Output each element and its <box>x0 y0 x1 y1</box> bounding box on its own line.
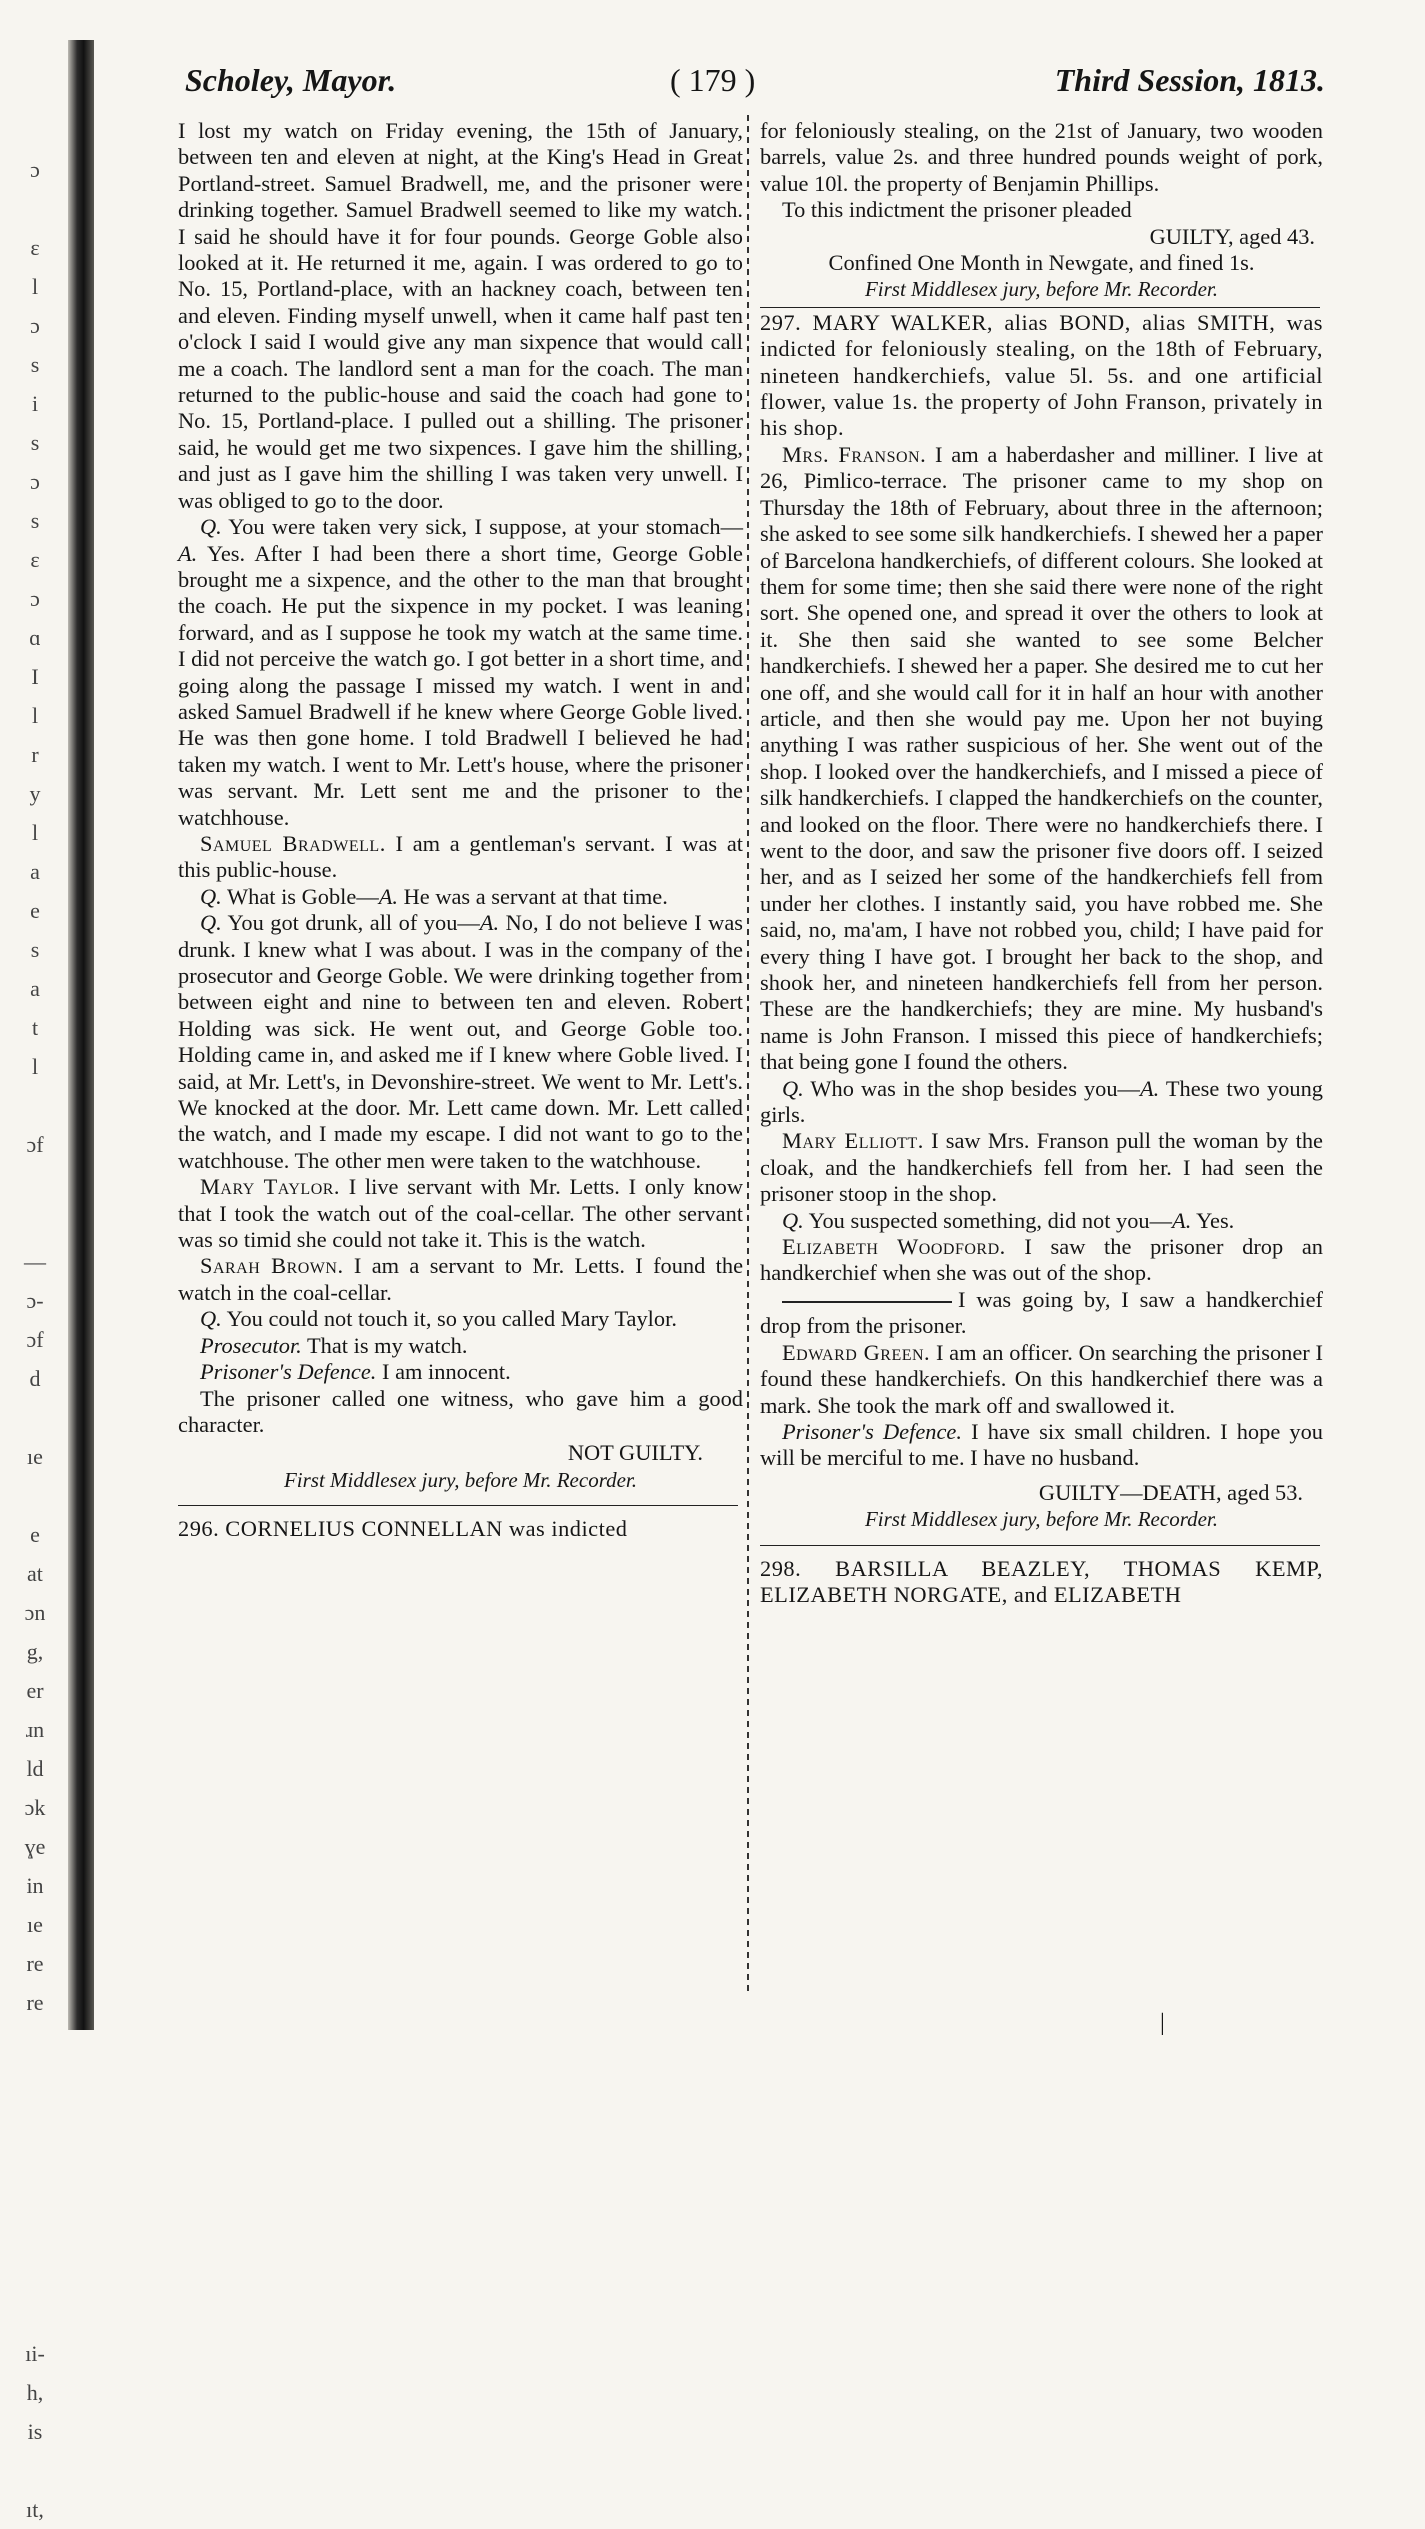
margin-fragment: d <box>29 1366 41 1391</box>
margin-fragment <box>6 2256 64 2295</box>
verdict: GUILTY, aged 43. <box>1149 223 1315 249</box>
witness-name: Elizabeth Woodford. <box>782 1234 1006 1260</box>
right-column <box>760 118 1323 1608</box>
witness-text: I live servant with Mr. Letts. I only know that I took the watch out of the coal-cellar. The other servant was so timid she could not take it. This is the watch. <box>178 1174 744 1253</box>
question-text: You were taken very sick, I suppose, at your stomach— <box>228 514 743 540</box>
defence-text: I have six small children. I hope you will be merciful to me. I have no husband. <box>760 1418 1323 1471</box>
witness-name: Edward Green. <box>782 1339 931 1365</box>
margin-fragment: in <box>26 1873 44 1898</box>
margin-fragment: ɔ <box>30 157 40 182</box>
a-label: A. <box>1139 1075 1160 1101</box>
margin-fragment <box>6 2100 64 2139</box>
margin-fragment: e <box>30 1522 40 1547</box>
margin-fragment: s <box>30 508 40 533</box>
qa-paragraph <box>178 884 743 910</box>
q-label: Q. <box>200 514 222 540</box>
a-label: A. <box>479 910 500 936</box>
margin-fragment: re <box>26 1990 44 2015</box>
witness-name: Sarah Brown. <box>200 1253 344 1279</box>
witness-paragraph <box>760 1340 1323 1419</box>
witness-paragraph <box>760 1234 1323 1287</box>
margin-fragment: ɔ <box>30 469 40 494</box>
answer-text: Yes. <box>1196 1207 1235 1233</box>
indictment-continuation: for feloniously stealing, on the 21st of January, two wooden barrels, value 2s. and three hundred pounds weight of pork, value 10l. the property of Benjamin Phillips. <box>760 118 1323 196</box>
question-text: You got drunk, all of you— <box>227 910 480 936</box>
margin-fragment <box>6 2295 64 2334</box>
margin-fragment <box>6 189 64 228</box>
left-column <box>178 118 743 1543</box>
verdict: NOT GUILTY. <box>567 1440 703 1466</box>
margin-fragment: a <box>30 859 40 884</box>
jury-line: First Middlesex jury, before Mr. Recorder. <box>864 277 1219 302</box>
witness-text: I saw Mrs. Franson pull the woman by the cloak, and the handkerchiefs fell from her. I had seen the prisoner stoop in the shop. <box>760 1128 1323 1207</box>
margin-fragment: ɔf <box>26 1132 44 1157</box>
question-text: You could not touch it, so you called Mary Taylor. <box>226 1306 677 1332</box>
section-rule <box>760 1545 1320 1546</box>
margin-fragment: is <box>27 2419 43 2444</box>
margin-fragment <box>6 2061 64 2100</box>
margin-fragment: er <box>26 1678 44 1703</box>
margin-fragment <box>6 1398 64 1437</box>
bottom-mark: | <box>1160 2010 1165 2036</box>
margin-fragment: ɣe <box>24 1834 46 1859</box>
page-number: ( 179 ) <box>670 62 756 98</box>
margin-fragment: ɛ <box>30 547 40 572</box>
witness-paragraph <box>760 442 1323 1076</box>
witness-paragraph <box>178 1253 743 1306</box>
question-text: What is Goble— <box>226 883 379 909</box>
margin-fragment: r <box>31 742 39 767</box>
margin-fragment: ɹn <box>25 1717 45 1742</box>
question-text: You suspected something, did not you— <box>808 1207 1173 1233</box>
margin-fragment: s <box>30 937 40 962</box>
margin-fragment: — <box>24 1249 46 1274</box>
margin-fragment: ıe <box>27 1444 43 1469</box>
case-heading: 296. CORNELIUS CONNELLAN was indicted <box>178 1516 628 1542</box>
prosecutor-label: Prosecutor. <box>200 1332 302 1358</box>
margin-fragment: l <box>31 820 39 845</box>
margin-fragment: a <box>30 976 40 1001</box>
sentence-line: Confined One Month in Newgate, and fined 1s. <box>828 250 1255 276</box>
defence-label: Prisoner's Defence. <box>200 1359 377 1385</box>
witness-text: I saw the prisoner drop an handkerchief when she was out of the shop. <box>760 1234 1323 1286</box>
prosecutor-text: That is my watch. <box>307 1332 468 1358</box>
margin-fragment <box>6 1203 64 1242</box>
testimony-paragraph: I lost my watch on Friday evening, the 15th of January, between ten and eleven at night, at the King's Head in Great Portland-street. Samuel Bradwell, me, and the prisoner were drinking together. Samuel Bradwell seemed to like my watch. I said he should have it for four pounds. George Goble also looked at it. He returned it me, again. I was ordered to go to No. 15, Portland-place, with an hackney coach, between ten and eleven. Finding myself unwell, when it came half past ten o'clock I said I would give any man sixpence that would call me a coach. The landlord sent a man for the coach. The man returned to the public-house and said the coach had gone to No. 15, Portland-place. I pulled out a shilling. The prisoner said, he would get me two sixpences. I gave him the shilling, and just as I gave him the shilling I was taken very unwell. I was obliged to go to the door. <box>178 118 743 513</box>
column-divider <box>747 115 749 1995</box>
a-label: A. <box>378 883 398 909</box>
unnamed-witness-paragraph <box>760 1287 1323 1340</box>
margin-fragment: at <box>27 1561 43 1586</box>
question-text: Who was in the shop besides you— <box>810 1075 1140 1101</box>
defence-line <box>760 1419 1323 1472</box>
qa-paragraph <box>760 1076 1323 1129</box>
defence-text: I am innocent. <box>382 1359 511 1385</box>
section-rule <box>178 1505 738 1506</box>
defence-line <box>178 1359 743 1385</box>
margin-fragment: t <box>31 1015 39 1040</box>
jury-line: First Middlesex jury, before Mr. Recorder. <box>283 1467 638 1492</box>
a-label: A. <box>1172 1207 1192 1233</box>
witness-text: I am a servant to Mr. Letts. I found the watch in the coal-cellar. <box>178 1253 744 1305</box>
witness-text: I am an officer. On searching the prisoner I found these handkerchiefs. On this handkerchief there was a mark. She took the mark off and swallowed it. <box>760 1339 1323 1418</box>
margin-fragment: h, <box>26 2380 44 2405</box>
a-label: A. <box>178 540 198 566</box>
book-binding-shadow <box>68 40 94 2030</box>
margin-fragment: e <box>30 898 40 923</box>
q-label: Q. <box>200 883 222 909</box>
header-left: Scholey, Mayor. <box>185 62 397 98</box>
witness-text: I am a haberdasher and milliner. I live at 26, Pimlico-terrace. The prisoner came to my shop on Thursday the 18th of February, about three in the afternoon; she asked to see some silk handkerchiefs. I shewed her a paper of Barcelona handkerchiefs, of different colours. She looked at them for some time; then she said there were none of the right sort. She opened one, and spread it over the others to look at it. She then said she wanted to see some Belcher handkerchiefs. I shewed her a paper. She desired me to cut her one off, and she would call for it in half an hour with another article, and then she would pay me. Upon her not buying anything I was rather suspicious of her. She went out of the shop. I looked over the handkerchiefs, and I missed a piece of silk handkerchiefs. I clapped the handkerchiefs on the counter, and looked on the floor. There were no handkerchiefs there. I went to the door, and saw the prisoner five doors off. I seized her, and as I seized her some of the handkerchiefs fell from under her clothes. I instantly said, you have robbed me. She said, no, ma'am, I have not robbed you, child; I have paid for every thing I have got. I brought her back to the shop, and shook her, and nineteen handkerchiefs fell from her person. These are the handkerchiefs; they are mine. My husband's name is John Franson. I missed this piece of handkerchiefs; that being gone I found the others. <box>760 441 1323 1075</box>
answer-text: These two young girls. <box>760 1075 1323 1128</box>
blank-name-rule <box>782 1301 952 1303</box>
answer-text: He was a servant at that time. <box>403 883 668 909</box>
margin-fragment: y <box>29 781 41 806</box>
margin-fragment <box>6 2451 64 2490</box>
margin-fragment <box>6 1164 64 1203</box>
margin-fragment: s <box>30 430 40 455</box>
witness-name: Mary Elliott. <box>782 1128 924 1154</box>
margin-fragment <box>6 2217 64 2256</box>
answer-text: No, I do not believe I was drunk. I knew what I was about. I was in the company of the prosecutor and George Goble. We were drinking together from between eight and nine to between ten and eleven. Robert Holding was sick. He went out, and George Goble too. Holding came in, and asked me if I knew where Goble lived. I said, at Mr. Lett's, in Devonshire-street. We went to Mr. Lett's. We knocked at the door. Mr. Lett came down. Mr. Lett called the watch, and I made my escape. I did not want to go to the watchhouse. The other men were taken to the watchhouse. <box>178 910 743 1173</box>
jury-line: First Middlesex jury, before Mr. Recorder. <box>864 1507 1219 1532</box>
page-header <box>185 62 1325 108</box>
qa-paragraph <box>760 1208 1323 1234</box>
plea-line: To this indictment the prisoner pleaded <box>782 197 1132 223</box>
margin-fragment <box>6 1086 64 1125</box>
qa-paragraph <box>178 910 743 1174</box>
margin-fragment: ıi- <box>25 2341 45 2366</box>
margin-fragment: ɔn <box>24 1600 46 1625</box>
case-heading: 297. MARY WALKER, alias BOND, alias SMITH, was indicted for feloniously stealing, on the 18th of February, nineteen handkerchiefs, value 5l. 5s. and one artificial flower, value 1s. the property of John Franson, privately in his shop. <box>760 309 1323 441</box>
margin-fragment <box>6 2178 64 2217</box>
q-label: Q. <box>782 1207 804 1233</box>
witness-name: Samuel Bradwell. <box>200 830 386 856</box>
margin-fragment: s <box>30 352 40 377</box>
answer-text: Yes. After I had been there a short time, George Goble brought me a sixpence, and the other to the man that brought the coach. He put the sixpence in my pocket. I was leaning forward, and as I suppose he took my watch at the same time. I did not perceive the watch go. I got better in a short time, and going along the passage I missed my watch. I went in and asked Samuel Bradwell if he knew where George Goble lived. He was then gone home. I told Bradwell I believed he had taken my watch. I went to Mr. Lett's house, where the prisoner was servant. Mr. Lett sent me and the prisoner to the watchhouse. <box>178 540 743 830</box>
margin-fragment: ɔ <box>30 586 40 611</box>
margin-fragment: ɑ <box>29 625 41 650</box>
margin-fragment <box>6 1476 64 1515</box>
witness-name: Mary Taylor. <box>200 1174 341 1200</box>
prosecutor-line <box>178 1333 743 1359</box>
case-heading: 298. BARSILLA BEAZLEY, THOMAS KEMP, ELIZABETH NORGATE, and ELIZABETH <box>760 1555 1323 1607</box>
margin-fragment: ɔ- <box>26 1288 44 1313</box>
margin-fragment: ıt, <box>26 2497 44 2522</box>
header-right: Third Session, 1813. <box>1054 62 1325 98</box>
margin-fragment: ıe <box>27 1912 43 1937</box>
witness-text: I am a gentleman's servant. I was at this public-house. <box>178 830 743 883</box>
margin-fragment: re <box>26 1951 44 1976</box>
qa-paragraph <box>178 1306 743 1332</box>
witness-paragraph <box>760 1128 1323 1207</box>
witness-text: I was going by, I saw a handkerchief drop from the prisoner. <box>760 1286 1323 1339</box>
margin-fragment: g, <box>26 1639 44 1664</box>
qa-paragraph <box>178 514 743 831</box>
q-label: Q. <box>200 1306 222 1332</box>
margin-fragment: ɔ <box>30 313 40 338</box>
defence-label: Prisoner's Defence. <box>782 1418 962 1444</box>
margin-fragment: I <box>31 664 39 689</box>
margin-fragment: ɔk <box>24 1795 46 1820</box>
facing-page-margin-fragments <box>6 150 64 2529</box>
margin-fragment: i <box>31 391 39 416</box>
q-label: Q. <box>782 1075 804 1101</box>
witness-paragraph <box>178 1174 743 1253</box>
q-label: Q. <box>200 910 222 936</box>
margin-fragment: ɛ <box>30 235 40 260</box>
witness-paragraph <box>178 831 743 884</box>
margin-fragment: l <box>31 274 39 299</box>
margin-fragment: ɔf <box>26 1327 44 1352</box>
witness-character-line: The prisoner called one witness, who gave him a good character. <box>178 1385 743 1437</box>
section-rule <box>760 307 1320 308</box>
margin-fragment <box>6 2022 64 2061</box>
margin-fragment: l <box>31 1054 39 1079</box>
margin-fragment <box>6 2139 64 2178</box>
verdict: GUILTY—DEATH, aged 53. <box>1038 1479 1303 1505</box>
margin-fragment: l <box>31 703 39 728</box>
margin-fragment: ld <box>26 1756 44 1781</box>
witness-name: Mrs. Franson. <box>782 441 927 467</box>
